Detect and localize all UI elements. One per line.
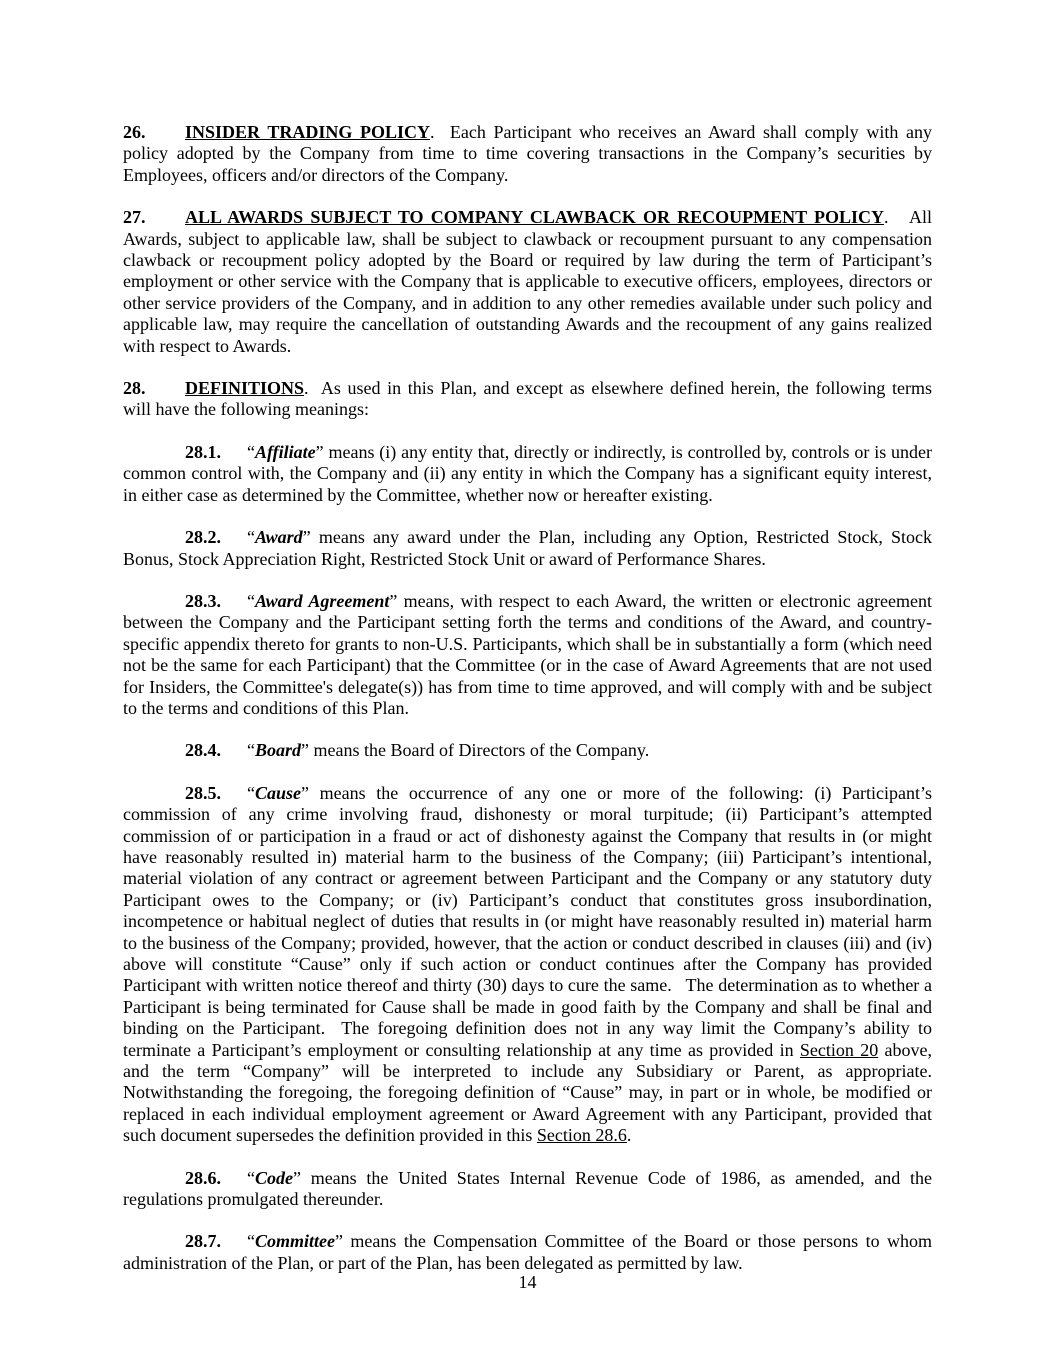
section-heading: DEFINITIONS xyxy=(185,378,305,399)
definition-number: 28.3. xyxy=(185,590,221,611)
section-body: . Each Participant who receives an Award shall comply with any policy adopted by the Company from time to time covering transactions in the Company’s securities by Employees, officers and/or directors of the Company. xyxy=(123,122,932,185)
defined-term: Board xyxy=(255,740,302,761)
open-quote: “ xyxy=(247,740,255,761)
paragraph-section-26 xyxy=(123,122,932,186)
paragraph-definition-28-2 xyxy=(123,527,932,570)
definition-text: ” means (i) any entity that, directly or indirectly, is controlled by, controls or is under common control with, the Company and (ii) any entity in which the Company has a significant equity interest, in either case as determined by the Committee, whether now or hereafter existing. xyxy=(123,441,932,505)
defined-term: Affiliate xyxy=(255,441,316,462)
defined-term: Committee xyxy=(255,1231,335,1252)
defined-term: Cause xyxy=(255,782,302,803)
open-quote: “ xyxy=(247,527,255,548)
definition-text: ” means the Board of Directors of the Company. xyxy=(301,740,650,761)
section-reference: Section 28.6 xyxy=(536,1125,627,1146)
paragraph-definition-28-4 xyxy=(123,740,932,761)
open-quote: “ xyxy=(247,441,255,462)
paragraph-definition-28-6 xyxy=(123,1168,932,1211)
section-heading: INSIDER TRADING POLICY xyxy=(185,122,431,142)
paragraph-definition-28-3 xyxy=(123,591,932,719)
definition-text: ” means the United States Internal Revenue Code of 1986, as amended, and the regulations promulgated thereunder. xyxy=(123,1167,932,1210)
definition-text: ” means, with respect to each Award, the written or electronic agreement between the Company and the Participant setting forth the terms and conditions of the Award, and country-specific appendix thereto for grants to non-U.S. Participants, which shall be in substantially a form (which need not be the same for each Participant) that the Committee (or in the case of Award Agreements that are not used for Insiders, the Committee's delegate(s)) has from time to time approved, and will comply with and be subject to the terms and conditions of this Plan. xyxy=(123,590,932,718)
section-body: . All Awards, subject to applicable law, shall be subject to clawback or recoupment pursuant to any compensation clawback or recoupment policy adopted by the Board or required by law during the term of Participant’s employment or other service with the Company that is applicable to executive officers, employees, directors or other service providers of the Company, and in addition to any other remedies available under such policy and applicable law, may require the cancellation of outstanding Awards and the recoupment of any gains realized with respect to Awards. xyxy=(123,207,932,356)
section-reference: Section 20 xyxy=(799,1039,879,1060)
definition-text: . xyxy=(626,1125,632,1146)
definition-number: 28.5. xyxy=(185,782,221,803)
definition-number: 28.7. xyxy=(185,1231,221,1252)
definition-text: ” means the Compensation Committee of the Board or those persons to whom administration of the Plan, or part of the Plan, has been delegated as permitted by law. xyxy=(123,1231,932,1273)
open-quote: “ xyxy=(247,1231,255,1252)
definition-text: ” means any award under the Plan, including any Option, Restricted Stock, Stock Bonus, Stock Appreciation Right, Restricted Stock Unit or award of Performance Shares. xyxy=(123,527,932,569)
open-quote: “ xyxy=(247,1167,255,1188)
section-number: 26. xyxy=(123,122,146,142)
definition-text: above, and the term “Company” will be interpreted to include any Subsidiary or Parent, as appropriate. Notwithstanding the foregoing, the foregoing definition of “Cause” may, in part or in whole, be modified or replaced in each individual employment agreement or Award Agreement with any Participant, provided that such document supersedes the definition provided in this xyxy=(123,1039,933,1146)
definition-number: 28.4. xyxy=(185,740,221,761)
paragraph-section-27 xyxy=(123,207,932,357)
definition-number: 28.1. xyxy=(185,441,221,462)
section-body: . As used in this Plan, and except as elsewhere defined herein, the following terms will have the following meanings: xyxy=(123,378,932,420)
open-quote: “ xyxy=(247,782,255,803)
section-number: 27. xyxy=(123,207,146,228)
defined-term: Award xyxy=(255,527,303,548)
defined-term: Award Agreement xyxy=(255,590,390,611)
open-quote: “ xyxy=(247,590,255,611)
definition-number: 28.6. xyxy=(185,1167,221,1188)
paragraph-definition-28-1 xyxy=(123,442,932,506)
definition-text: ” means the occurrence of any one or more of the following: (i) Participant’s commission of any crime involving fraud, dishonesty or moral turpitude; (ii) Participant’s attempted commission of or participation in a fraud or act of dishonesty against the Company that results in (or might have reasonably resulted in) material harm to the business of the Company; (iii) Participant’s intentional, material violation of any contract or agreement between Participant and the Company or any statutory duty Participant owes to the Company; or (iv) Participant’s conduct that constitutes gross insubordination, incompetence or habitual neglect of duties that results in (or might have reasonably resulted in) material harm to the business of the Company; provided, however, that the action or conduct described in clauses (iii) and (iv) above will constitute “Cause” only if such action or conduct continues after the Company has provided Participant with written notice thereof and thirty (30) days to cure the same. The determination as to whether a Participant is being terminated for Cause shall be made in good faith by the Company and shall be final and binding on the Participant. The foregoing definition does not in any way limit the Company’s ability to terminate a Participant’s employment or consulting relationship at any time as provided in xyxy=(123,782,932,1060)
section-number: 28. xyxy=(123,378,146,399)
section-heading: ALL AWARDS SUBJECT TO COMPANY CLAWBACK OR RECOUPMENT POLICY xyxy=(185,207,885,228)
definition-number: 28.2. xyxy=(185,527,221,548)
page-number: 14 xyxy=(518,1272,537,1292)
paragraph-section-28 xyxy=(123,378,932,421)
defined-term: Code xyxy=(255,1167,293,1188)
paragraph-definition-28-7 xyxy=(123,1231,932,1274)
paragraph-definition-28-5 xyxy=(123,783,932,1147)
